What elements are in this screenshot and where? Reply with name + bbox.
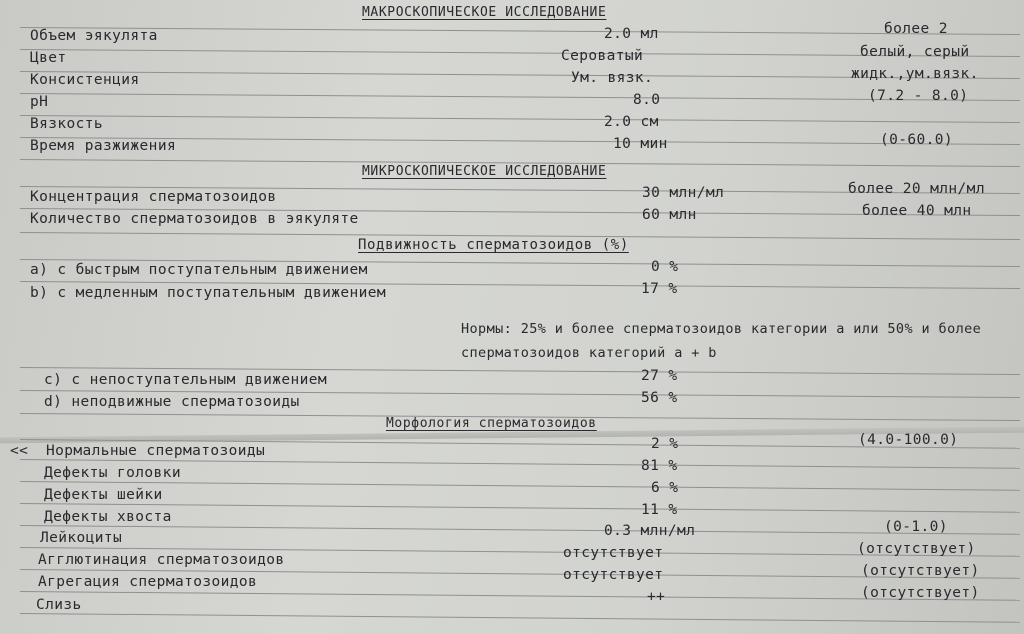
ruling-line [20, 115, 1020, 123]
macro-heading: МАКРОСКОПИЧЕСКОЕ ИССЛЕДОВАНИЕ [362, 5, 607, 20]
row-label: Время разжижения [30, 138, 177, 154]
row-label: Агрегация сперматозоидов [38, 574, 258, 590]
row-label: Лейкоциты [40, 530, 123, 546]
row-label: Нормальные сперматозоиды [46, 443, 266, 459]
row-value: 2.0 мл [604, 26, 659, 42]
row-value: отсутствует [563, 567, 664, 583]
row-value: 17 % [641, 281, 678, 297]
row-value: ++ [647, 589, 666, 605]
ruling-line [20, 27, 1020, 35]
row-label: Дефекты хвоста [44, 509, 172, 525]
row-norm: более 40 млн [862, 203, 972, 219]
row-norm: белый, серый [860, 44, 970, 60]
row-label: Консистенция [30, 72, 140, 88]
row-label: Дефекты головки [44, 465, 181, 481]
norms-note: Нормы: 25% и более сперматозоидов категории a или 50% и более [461, 321, 982, 337]
row-value: 60 млн [642, 207, 697, 223]
row-norm: жидк.,ум.вязк. [851, 66, 979, 82]
row-label: Цвет [30, 50, 67, 66]
row-value: отсутствует [563, 545, 664, 561]
row-label: Объем эякулята [30, 28, 158, 44]
row-value: 30 млн/мл [642, 185, 725, 201]
row-label: Агглютинация сперматозоидов [38, 552, 285, 568]
row-norm: (отсутствует) [861, 585, 980, 601]
row-label: b) с медленным поступательным движением [30, 285, 387, 301]
ruling-line [20, 481, 1020, 491]
abnormal-flag: << [10, 443, 29, 459]
micro-heading: МИКРОСКОПИЧЕСКОЕ ИССЛЕДОВАНИЕ [362, 164, 607, 179]
motility-heading: Подвижность сперматозоидов (%) [358, 237, 629, 253]
row-label: Концентрация сперматозоидов [30, 189, 277, 205]
row-label: d) неподвижные сперматозоиды [44, 394, 300, 410]
row-norm: (0-1.0) [884, 519, 948, 535]
row-norm: (отсутствует) [861, 563, 980, 579]
norms-note: сперматозоидов категорий a + b [461, 345, 717, 361]
morphology-heading: Морфология сперматозоидов [386, 416, 597, 431]
row-norm: (0-60.0) [880, 132, 954, 148]
row-label: Количество сперматозоидов в эякуляте [30, 211, 359, 227]
row-value: 2.0 см [604, 114, 659, 130]
row-label: c) с непоступательным движением [44, 372, 328, 388]
row-value: 6 % [651, 480, 679, 496]
row-value: Ум. вязк. [571, 70, 654, 86]
row-label: a) с быстрым поступательным движением [30, 262, 368, 278]
row-norm: более 2 [884, 21, 948, 37]
ruling-line [20, 525, 1020, 535]
row-norm: (7.2 - 8.0) [868, 88, 969, 104]
row-value: 0 % [651, 259, 679, 275]
row-value: 2 % [651, 436, 679, 452]
row-value: 81 % [641, 458, 678, 474]
row-label: Вязкость [30, 116, 104, 132]
row-value: 0.3 млн/мл [604, 523, 696, 539]
row-label: pH [30, 94, 49, 110]
row-value: 27 % [641, 368, 678, 384]
row-norm: (4.0-100.0) [858, 432, 959, 448]
row-value: 56 % [641, 390, 678, 406]
row-value: 10 мин [613, 136, 668, 152]
row-value: 11 % [641, 502, 678, 518]
row-value: 8.0 [633, 92, 661, 108]
row-value: Сероватый [561, 48, 644, 64]
row-label: Дефекты шейки [44, 487, 163, 503]
ruling-line [20, 613, 1020, 623]
row-norm: более 20 млн/мл [848, 181, 985, 197]
row-label: Слизь [36, 597, 82, 613]
row-norm: (отсутствует) [857, 541, 976, 557]
